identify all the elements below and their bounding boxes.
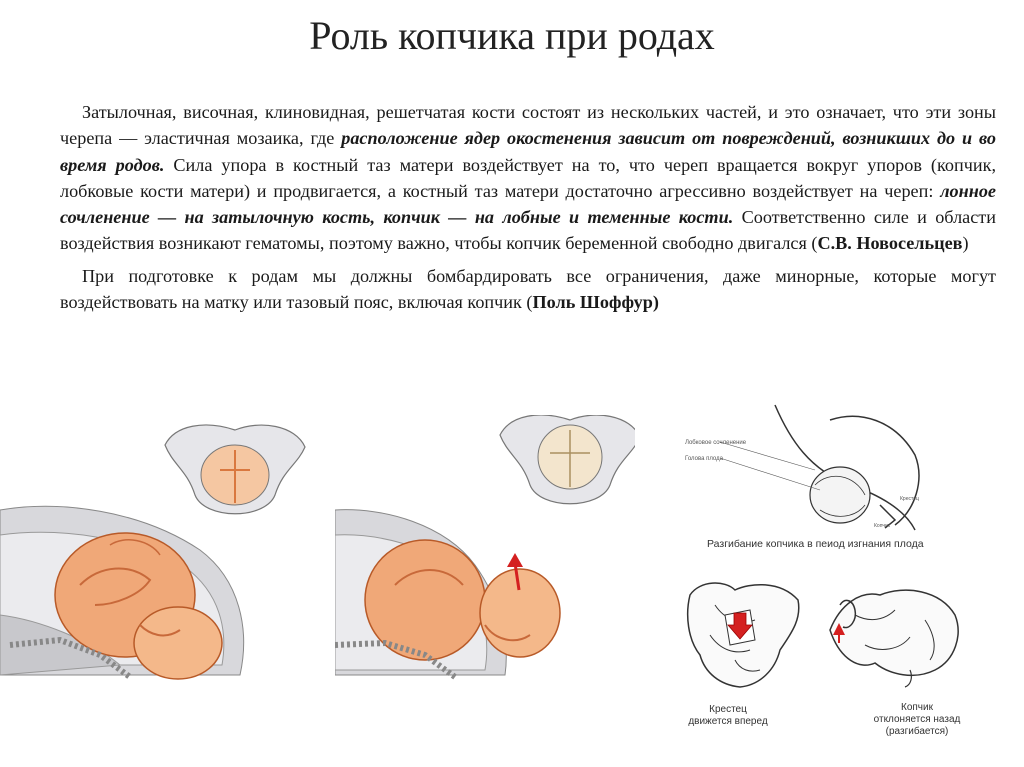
- sacrum-caption-line1: Крестец: [709, 704, 747, 715]
- paragraph-1: [60, 99, 996, 257]
- p1-author: С.В. Новосельцев: [817, 233, 963, 254]
- sacrum-caption: [683, 704, 773, 728]
- sacrum-caption-line2: движется вперед: [688, 716, 768, 727]
- coccyx-caption: [862, 702, 972, 738]
- p1-text-2: Сила упора в костный таз матери воздействует на то, что череп вращается вокруг упоров (копчик, лобковые кости матери) и продвигается, а костный таз матери достаточно агрессивно воздействует на череп:: [60, 154, 996, 201]
- coccyx-caption-line2: отклоняется назад: [873, 714, 961, 725]
- p1-text-1: Затылочная, височная, клиновидная, решетчатая кости состоят из нескольких частей, и это означает, что эти зоны черепа — эластичная мозаика, где: [60, 102, 996, 149]
- coccyx-caption-line1: Копчик: [901, 702, 933, 713]
- p2-text-1: При подготовке к родам мы должны бомбардировать все ограничения, даже минорные, которые могут воздействовать на матку или тазовый пояс, включая копчик (: [60, 265, 996, 313]
- pelvis-coccyx-drawing: [815, 575, 965, 695]
- body-text: [60, 99, 996, 315]
- coccyx-caption-line3: (разгибается): [885, 726, 949, 737]
- pelvis-sacrum-drawing: [680, 575, 805, 695]
- p1-emphasis-2: лонное сочленение — на затылочную кость, копчик — на лобные и теменные кости.: [60, 180, 996, 228]
- p1-text-3: Соответственно силе и области воздействия возникают гематомы, поэтому важно, чтобы копчик беременной свободно двигался (: [60, 207, 996, 254]
- p1-text-4: ): [962, 233, 969, 254]
- label-sacrum-small: Крестец: [900, 496, 919, 502]
- coccyx-line-diagram: [680, 400, 930, 535]
- fetus-illustration-1: [0, 415, 335, 690]
- p2-author: Поль Шоффур: [532, 292, 653, 313]
- label-head: Голова плода: [685, 456, 723, 462]
- paragraph-2: [60, 263, 996, 316]
- fetus-illustration-2: [335, 415, 635, 690]
- label-pubic: Лобковое сочленение: [685, 440, 747, 446]
- extension-caption: Разгибание копчика в пеиод изгнания плода: [707, 538, 924, 550]
- p1-emphasis-1: расположение ядер окостенения зависит от повреждений, возникших до и во время родов.: [60, 128, 996, 175]
- page-title: Роль копчика при родах: [309, 13, 715, 58]
- label-coccyx-small: Копчик: [874, 523, 890, 529]
- p2-text-2: ): [652, 292, 659, 313]
